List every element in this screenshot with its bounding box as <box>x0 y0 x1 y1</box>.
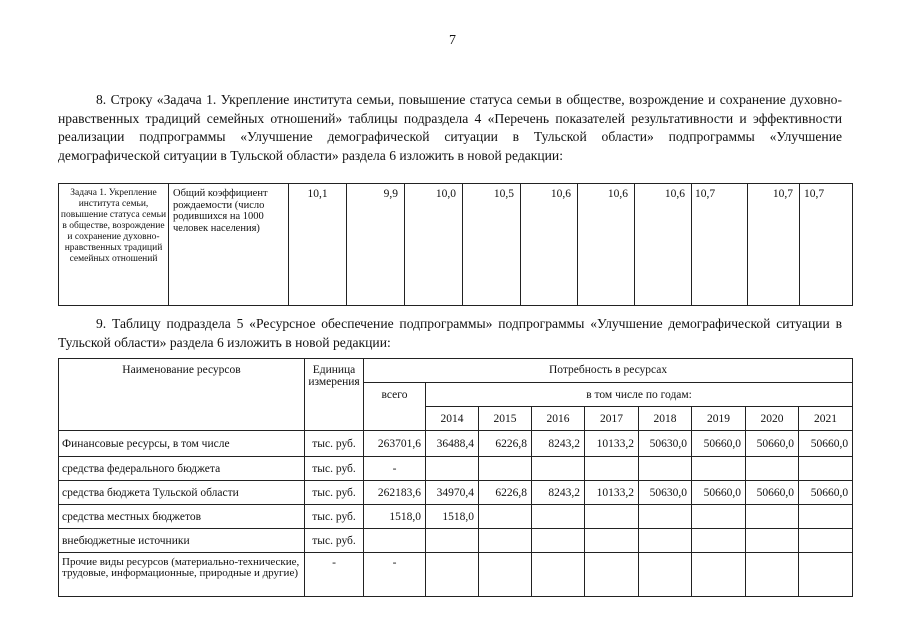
resource-year-value <box>639 457 692 481</box>
resource-year-value: 36488,4 <box>426 431 479 457</box>
resource-name: Финансовые ресурсы, в том числе <box>59 431 305 457</box>
resource-year-value <box>746 553 799 597</box>
resources-table <box>58 358 853 597</box>
paragraph-9 <box>58 315 842 352</box>
resource-unit: - <box>305 553 364 597</box>
year-header: 2021 <box>799 407 853 431</box>
header-total: всего <box>364 383 426 431</box>
resource-year-value: 6226,8 <box>479 481 532 505</box>
resource-total: 1518,0 <box>364 505 426 529</box>
resource-year-value <box>479 553 532 597</box>
resource-unit: тыс. руб. <box>305 481 364 505</box>
indicator-value: 10,7 <box>800 184 853 306</box>
resource-year-value <box>585 553 639 597</box>
resource-unit: тыс. руб. <box>305 431 364 457</box>
year-header: 2016 <box>532 407 585 431</box>
indicator-value: 10,6 <box>521 184 578 306</box>
header-by-years: в том числе по годам: <box>426 383 853 407</box>
resource-year-value <box>479 505 532 529</box>
resource-year-value <box>479 529 532 553</box>
resource-year-value <box>799 529 853 553</box>
indicator-value: 9,9 <box>347 184 405 306</box>
indicator-row <box>59 184 853 306</box>
indicator-value: 10,1 <box>289 184 347 306</box>
resource-year-value <box>639 505 692 529</box>
resource-year-value: 50660,0 <box>799 481 853 505</box>
indicator-value: 10,6 <box>578 184 635 306</box>
paragraph-9-text: 9. Таблицу подраздела 5 «Ресурсное обеспечение подпрограммы» подпрограммы «Улучшение демографической ситуации в Тульской области» раздела 6 изложить в новой редакции: <box>58 316 842 350</box>
resource-year-value: 1518,0 <box>426 505 479 529</box>
resource-year-value <box>692 505 746 529</box>
resource-year-value <box>479 457 532 481</box>
resource-name: средства бюджета Тульской области <box>59 481 305 505</box>
resource-year-value <box>746 505 799 529</box>
resource-year-value: 10133,2 <box>585 431 639 457</box>
header-unit: Единица измерения <box>305 359 364 431</box>
resource-year-value: 6226,8 <box>479 431 532 457</box>
indicator-value: 10,5 <box>463 184 521 306</box>
resource-year-value <box>585 457 639 481</box>
resource-row <box>59 457 853 481</box>
resource-row <box>59 505 853 529</box>
resource-year-value: 8243,2 <box>532 481 585 505</box>
resource-total: - <box>364 457 426 481</box>
resource-year-value <box>585 505 639 529</box>
resource-name: средства местных бюджетов <box>59 505 305 529</box>
resource-year-value: 50630,0 <box>639 481 692 505</box>
resource-total: 262183,6 <box>364 481 426 505</box>
page-number: 7 <box>449 33 456 48</box>
resource-year-value: 50660,0 <box>746 481 799 505</box>
indicator-value: 10,7 <box>692 184 748 306</box>
year-header: 2020 <box>746 407 799 431</box>
resource-year-value <box>799 505 853 529</box>
resource-total: - <box>364 553 426 597</box>
resource-year-value <box>692 529 746 553</box>
paragraph-8 <box>58 91 842 165</box>
resource-row <box>59 431 853 457</box>
resource-year-value: 50630,0 <box>639 431 692 457</box>
resource-year-value <box>639 529 692 553</box>
year-header: 2019 <box>692 407 746 431</box>
resource-year-value <box>639 553 692 597</box>
resource-year-value <box>746 529 799 553</box>
resource-year-value: 10133,2 <box>585 481 639 505</box>
resource-name: Прочие виды ресурсов (материально-технические, трудовые, информационные, природные и другие) <box>59 553 305 597</box>
task-cell: Задача 1. Укрепление института семьи, повышение статуса семьи в обществе, возрождение и сохранение духовно-нравственных традиций семейных отношений <box>59 184 169 306</box>
resource-year-value <box>426 553 479 597</box>
header-need: Потребность в ресурсах <box>364 359 853 383</box>
resource-total: 263701,6 <box>364 431 426 457</box>
resource-row <box>59 553 853 597</box>
resources-body <box>59 431 853 597</box>
resource-year-value <box>746 457 799 481</box>
header-row-1 <box>59 359 853 383</box>
resource-year-value <box>532 457 585 481</box>
indicator-value: 10,0 <box>405 184 463 306</box>
resource-year-value <box>692 553 746 597</box>
resource-year-value <box>585 529 639 553</box>
header-resource-name: Наименование ресурсов <box>59 359 305 431</box>
resource-unit: тыс. руб. <box>305 529 364 553</box>
resource-year-value <box>426 457 479 481</box>
year-header: 2017 <box>585 407 639 431</box>
resource-row <box>59 529 853 553</box>
indicator-value: 10,6 <box>635 184 692 306</box>
resource-year-value: 50660,0 <box>746 431 799 457</box>
resource-year-value <box>532 529 585 553</box>
resource-total <box>364 529 426 553</box>
resource-year-value: 50660,0 <box>799 431 853 457</box>
year-header: 2018 <box>639 407 692 431</box>
resource-year-value <box>532 505 585 529</box>
resource-year-value <box>426 529 479 553</box>
indicator-table <box>58 183 853 306</box>
resource-year-value <box>532 553 585 597</box>
resource-year-value <box>799 553 853 597</box>
resource-name: внебюджетные источники <box>59 529 305 553</box>
resource-name: средства федерального бюджета <box>59 457 305 481</box>
year-header: 2014 <box>426 407 479 431</box>
resource-year-value <box>692 457 746 481</box>
year-header: 2015 <box>479 407 532 431</box>
indicator-name-cell: Общий коэффициент рождаемости (число родившихся на 1000 человек населения) <box>169 184 289 306</box>
resource-year-value: 50660,0 <box>692 481 746 505</box>
resource-year-value: 8243,2 <box>532 431 585 457</box>
resource-unit: тыс. руб. <box>305 505 364 529</box>
resource-year-value: 34970,4 <box>426 481 479 505</box>
resource-year-value <box>799 457 853 481</box>
resource-year-value: 50660,0 <box>692 431 746 457</box>
resource-unit: тыс. руб. <box>305 457 364 481</box>
resource-row <box>59 481 853 505</box>
paragraph-8-text: 8. Строку «Задача 1. Укрепление института семьи, повышение статуса семьи в обществе, возрождение и сохранение духовно-нравственных традиций семейных отношений» таблицы подраздела 4 «Перечень показателей результативности и эффективности реализации подпрограммы «Улучшение демографической ситуации в Тульской области» подпрограммы «Улучшение демографической ситуации в Тульской области» раздела 6 изложить в новой редакции: <box>58 92 842 163</box>
indicator-value: 10,7 <box>748 184 800 306</box>
